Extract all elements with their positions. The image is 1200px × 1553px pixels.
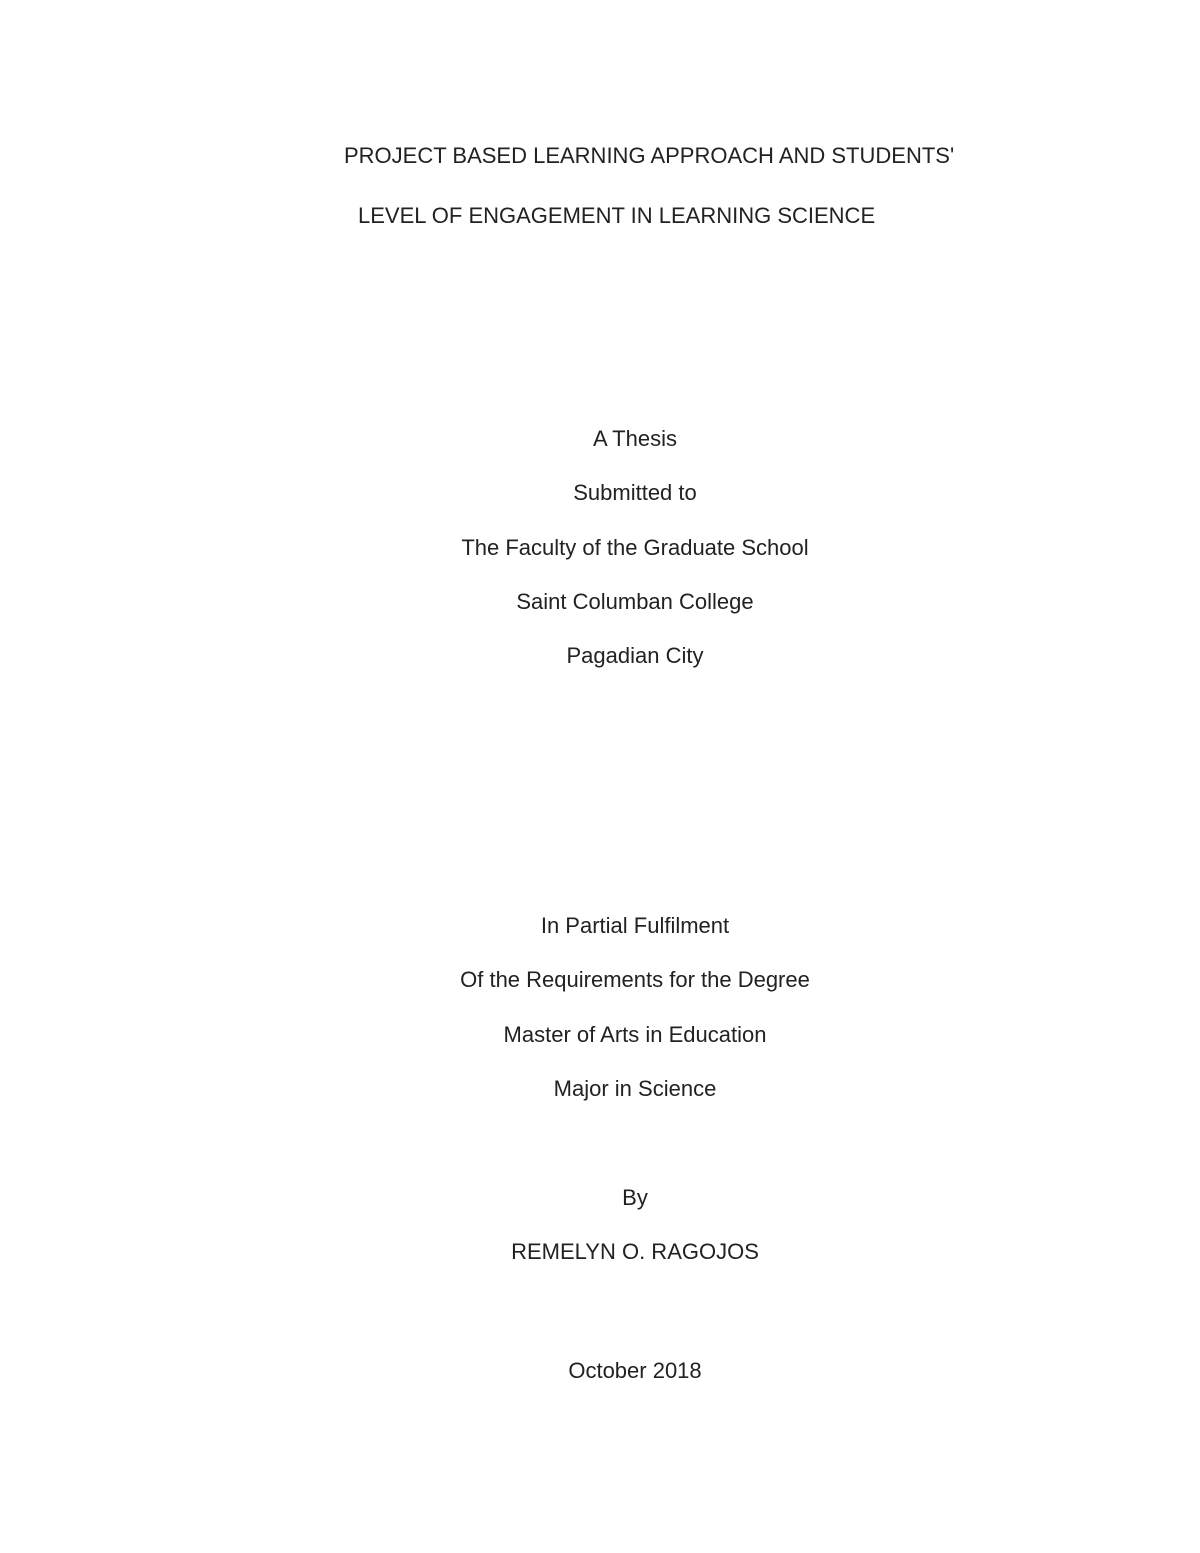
requirements-degree: Of the Requirements for the Degree — [460, 967, 810, 992]
submission-thesis: A Thesis — [593, 426, 677, 451]
requirements-program: Master of Arts in Education — [503, 1022, 767, 1047]
requirements-partial: In Partial Fulfilment — [540, 913, 730, 938]
author-name: REMELYN O. RAGOJOS — [511, 1239, 759, 1264]
requirements-major: Major in Science — [553, 1076, 717, 1101]
submission-submitted-to: Submitted to — [573, 480, 697, 505]
title-line-1: PROJECT BASED LEARNING APPROACH AND STUDENTS' — [344, 143, 955, 168]
submission-date: October 2018 — [568, 1358, 702, 1383]
title-line-2: LEVEL OF ENGAGEMENT IN LEARNING SCIENCE — [358, 203, 876, 228]
submission-city: Pagadian City — [566, 643, 704, 668]
submission-faculty: The Faculty of the Graduate School — [461, 535, 809, 560]
submission-college: Saint Columban College — [516, 589, 754, 614]
author-by: By — [622, 1185, 648, 1210]
